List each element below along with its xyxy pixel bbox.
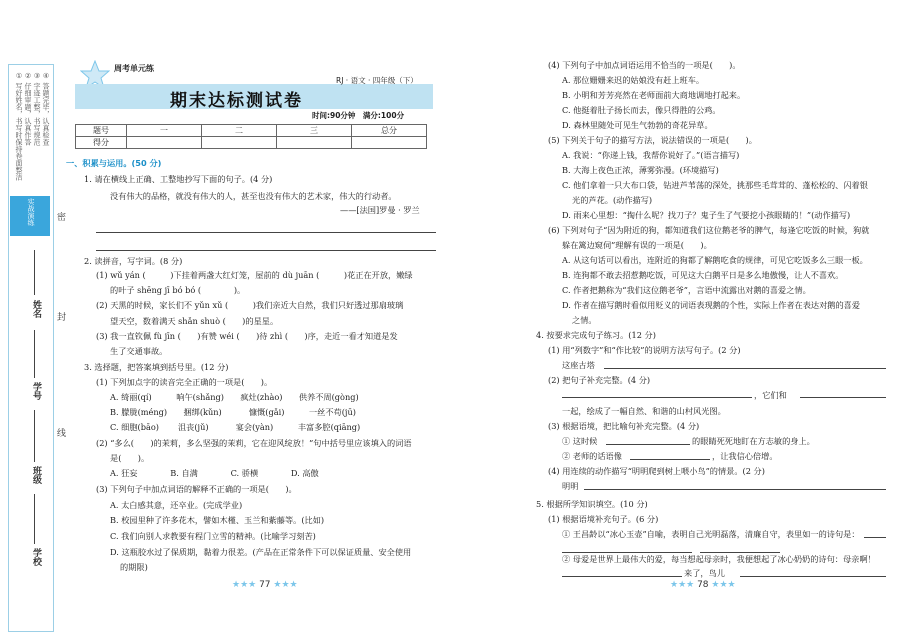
q4-3b-answer-line[interactable]	[630, 459, 710, 460]
q3-6c: C. 作者把鹅称为“我们这位鹅老爷”，言语中流露出对鹅的喜爱之情。	[562, 285, 811, 295]
name-line[interactable]	[34, 250, 35, 295]
q3-6d2: 之情。	[572, 315, 597, 325]
q3-6: (6) 下列对句子“因为附近的狗，都知道我们这位鹅老爷的脾气，每逢它吃饭的时候，狗就	[548, 225, 870, 235]
sidebar-note: ① 写好姓名，书写时保持卷面整洁	[15, 72, 23, 181]
q5-1c-answer-line[interactable]	[740, 576, 886, 577]
exam-title: 期末达标测试卷	[170, 91, 303, 111]
section-1-title: 一、积累与运用。(50 分)	[66, 158, 162, 168]
q3-6d: D. 作者在描写鹅时看似用贬义的词语表现鹅的个性，实际上作者在表达对鹅的喜爱	[562, 300, 861, 310]
q3-4a: A. 那位姗姗来迟的姑娘没有赶上班车。	[562, 75, 705, 85]
q3-4c: C. 他挺着肚子扬长而去，像只得胜的公鸡。	[562, 105, 721, 115]
q5-1a-answer-line[interactable]	[700, 552, 780, 553]
q3-3a: A. 太白感其意，还卒业。(完成学业)	[110, 500, 243, 510]
q4-2b: 一起，绘成了一幅自然、和谐的山村风光图。	[562, 406, 726, 416]
q3-6b: 躲在篱边窥伺”理解有误的一项是( )。	[562, 240, 712, 250]
student-id-label: 学号	[31, 382, 41, 400]
score-table	[75, 124, 427, 149]
q3-4d: D. 森林里随处可见生气勃勃的奇花异草。	[562, 120, 713, 130]
q3-5: (5) 下列关于句子的描写方法，说法错误的一项是( )。	[548, 135, 757, 145]
q3-5d: D. 雨来心里想：“掏什么呢？找刀子？鬼子生了气要挖小孩眼睛的！”(动作描写)	[562, 210, 851, 220]
q3-6bb: B. 连狗都不敢去招惹鹅吃饭，可见这大白鹅平日是多么地傲慢，让人不喜欢。	[562, 270, 844, 280]
score-label: 得分	[76, 137, 127, 149]
seal-xian: 线	[55, 428, 65, 437]
q1-answer-line[interactable]	[96, 232, 436, 233]
score-cell[interactable]	[127, 137, 202, 149]
sidebar-note: ③ 字迹工整，书写规范	[33, 72, 41, 146]
q5-1a-answer-line[interactable]	[864, 537, 886, 538]
q3-5b: B. 大海上夜色正浓，薄雾弥漫。(环境描写)	[562, 165, 719, 175]
score-cell[interactable]	[352, 137, 427, 149]
q3-2b: 是( )。	[110, 453, 150, 463]
q2-1: (1) wǔ yán ( )下挂着两盏大红灯笼，屋前的 dù juān ( )花正在开放，嫩绿	[96, 270, 413, 280]
q3-5c2: 光的芦花。(动作描写)	[572, 195, 653, 205]
score-head: 总分	[352, 125, 427, 137]
q3-1b: B. 朦胧(méng) 捆绑(kǔn) 慷慨(gǎi) 一丝不苟(jū)	[110, 407, 356, 417]
seal-feng: 封	[55, 312, 65, 321]
sidebar-badge-text: 实战演练	[27, 198, 35, 226]
q2-stem: 2. 读拼音，写字词。(8 分)	[84, 256, 183, 266]
q4-2: (2) 把句子补充完整。(4 分)	[548, 375, 651, 385]
q4-3b: ② 老师的话语像	[562, 451, 622, 461]
q4-2-answer-line[interactable]	[800, 397, 886, 398]
q5-1b: ② 母爱是世界上最伟大的爱，每当想起母亲时，我便想起了冰心奶奶的诗句：母亲啊！	[562, 554, 876, 564]
q4-1a: 这座古塔	[562, 360, 595, 370]
q5-1c: 来了，鸟儿	[684, 568, 725, 578]
q5-1a: ① 王昌龄以“冰心玉壶”自喻，表明自己光明磊落，清廉自守，表里如一的诗句是：	[562, 529, 860, 539]
q3-3e: 的期限)	[120, 562, 148, 572]
q3-3: (3) 下列句子中加点词语的解释不正确的一项是( )。	[96, 484, 297, 494]
score-cell[interactable]	[277, 137, 352, 149]
q1-answer-line[interactable]	[96, 250, 436, 251]
q3-2: (2) “多么( )的茉莉，多么坚强的茉莉，它在迎风绽放！”句中括号里应该填入的词语	[96, 438, 412, 448]
sidebar-note: ④ 答题完毕，认真检查	[42, 72, 50, 146]
q1-quote: 没有伟大的品格，就没有伟大的人，甚至也没有伟大的艺术家，伟大的行动者。	[110, 191, 397, 201]
q5-stem: 5. 根据所学知识填空。(10 分)	[536, 499, 648, 509]
q4-3a-answer-line[interactable]	[606, 444, 690, 445]
school-line[interactable]	[34, 494, 35, 544]
q2-2: (2) 天黑的时候，家长们不 yǔn xǔ ( )我们亲近大自然，我们只好透过那扇玻璃	[96, 300, 404, 310]
q3-stem: 3. 选择题，把答案填到括号里。(12 分)	[84, 362, 229, 372]
q2-2b: 望天空，数着满天 shǎn shuò ( )的星星。	[110, 316, 279, 326]
class-label: 班级	[31, 466, 41, 484]
edition: RJ · 语文 · 四年级（下）	[336, 76, 418, 85]
q4-2a: ，它们和	[754, 390, 787, 400]
q3-5a: A. 我说：“你递上钱，我帮你说好了。”(语言描写)	[562, 150, 740, 160]
q3-5c: C. 他们拿着一只大布口袋，钻进芦苇荡的深处，挑那些毛茸茸的、蓬松松的、闪着银	[562, 180, 868, 190]
q3-2c: A. 狂妄 B. 自满 C. 骄横 D. 高傲	[110, 468, 319, 478]
score-head: 题号	[76, 125, 127, 137]
q4-4a: 明明	[562, 481, 579, 491]
q4-2-answer-line[interactable]	[562, 397, 752, 398]
page-number-left: ★★★ 77 ★★★	[232, 580, 298, 590]
q5-1: (1) 根据语境补充句子。(6 分)	[548, 514, 659, 524]
q4-4: (4) 用连续的动作描写“明明爬到树上喂小鸟”的情景。(2 分)	[548, 466, 765, 476]
q4-3a2: 的眼睛死死地盯在方志敏的身上。	[692, 436, 815, 446]
q3-4b: B. 小明和芳芳亮然在老师面前大商地调地打起来。	[562, 90, 746, 100]
q4-3a: ① 这时候	[562, 436, 598, 446]
class-line[interactable]	[34, 410, 35, 462]
q4-stem: 4. 按要求完成句子练习。(12 分)	[536, 330, 656, 340]
q3-3b: B. 校园里种了许多花木，譬如木槿、玉兰和紫藤等。(比如)	[110, 515, 325, 525]
q3-1: (1) 下列加点字的读音完全正确的一项是( )。	[96, 377, 273, 387]
q3-1c: C. 细胞(bāo) 沮丧(jǔ) 宴会(yàn) 丰富多腔(qiāng)	[110, 422, 361, 432]
school-label: 学校	[31, 548, 41, 566]
score-cell[interactable]	[202, 137, 277, 149]
q4-1: (1) 用“列数字”和“作比较”的说明方法写句子。(2 分)	[548, 345, 741, 355]
q3-3c: C. 我们向别人求教要有程门立雪的精神。(比喻学习刻苦)	[110, 531, 316, 541]
q4-3: (3) 根据语境，把比喻句补充完整。(4 分)	[548, 421, 700, 431]
page-number-right: ★★★ 78 ★★★	[670, 580, 736, 590]
q5-1a-answer-line[interactable]	[562, 552, 692, 553]
score-head: 一	[127, 125, 202, 137]
time-score: 时间:90分钟 满分:100分	[312, 111, 405, 120]
q2-3b: 生了交通事故。	[110, 346, 168, 356]
q4-3b2: ，让我信心倍增。	[712, 451, 778, 461]
q3-6a: A. 从这句话可以看出，连附近的狗都了解鹅吃食的规律，可见它吃饭多么三眼一板。	[562, 255, 868, 265]
q1-stem: 1. 请在横线上正确、工整地抄写下面的句子。(4 分)	[84, 174, 273, 184]
q4-1-answer-line[interactable]	[604, 368, 886, 369]
student-id-line[interactable]	[34, 330, 35, 378]
score-head: 三	[277, 125, 352, 137]
name-label: 姓名	[31, 300, 41, 318]
q3-3d: D. 这瓶胶水过了保质期，黏着力很差。(产品在正常条件下可以保证质量、安全使用	[110, 547, 412, 557]
q3-1a: A. 绮丽(qí) 响午(shǎng) 疯灶(zhào) 供养不周(gòng)	[110, 392, 359, 402]
q1-author: ——[法国]罗曼 · 罗兰	[340, 205, 420, 215]
q2-1b: 的叶子 shēng jī bó bó ( )。	[110, 285, 246, 295]
q5-1b-answer-line[interactable]	[562, 576, 682, 577]
q2-3: (3) 我一直钦佩 fù jīn ( )有赞 wéi ( )待 zhì ( )序，走近一看才知道是发	[96, 331, 398, 341]
seal-mi: 密	[55, 212, 65, 221]
series-tag: 周考单元练	[114, 64, 154, 73]
sidebar-note: ② 仔细审题，认真作答	[24, 72, 32, 146]
q4-4-answer-line[interactable]	[584, 489, 886, 490]
score-head: 二	[202, 125, 277, 137]
q3-4: (4) 下列句子中加点词语运用不恰当的一项是( )。	[548, 60, 741, 70]
